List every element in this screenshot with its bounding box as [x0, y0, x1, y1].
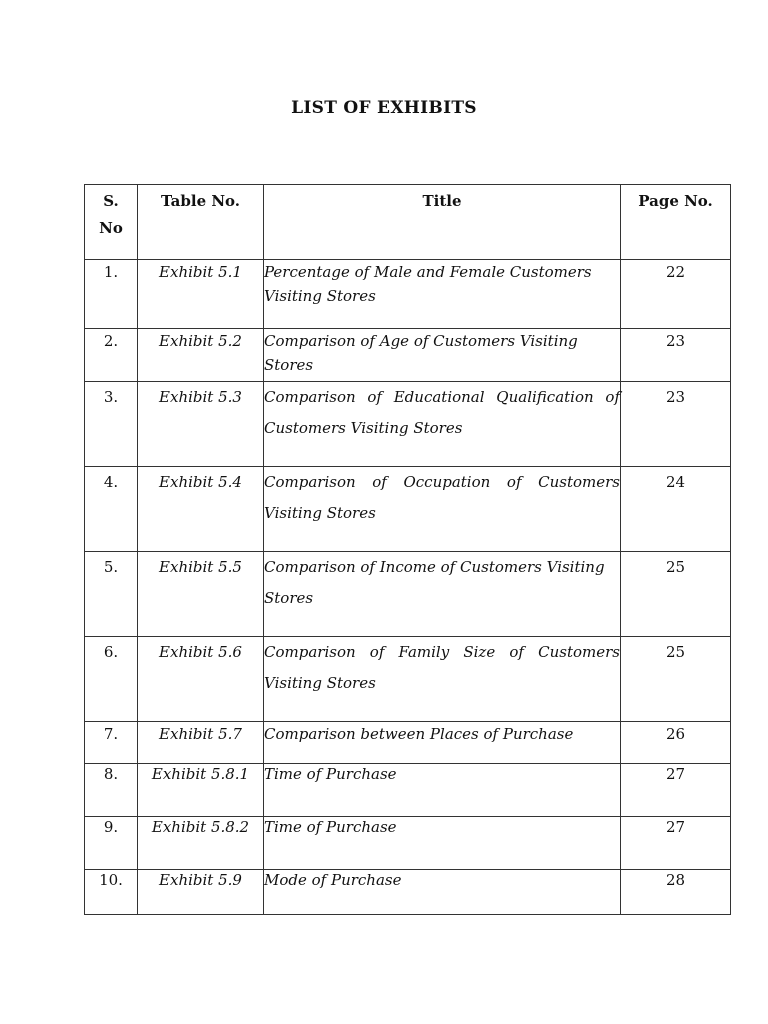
row-title: Comparison between Places of Purchase [264, 722, 621, 764]
table-row [85, 764, 731, 817]
header-sno-line1: S. [103, 192, 119, 210]
row-table-no: Exhibit 5.9 [138, 870, 264, 915]
table-header-row [85, 185, 731, 260]
row-sno: 8. [85, 764, 138, 817]
row-page: 23 [621, 382, 731, 467]
row-title: Comparison of Occupation of Customers Visiting Stores [264, 467, 621, 552]
row-table-no: Exhibit 5.2 [138, 329, 264, 382]
row-sno: 7. [85, 722, 138, 764]
row-page: 27 [621, 817, 731, 870]
table-row [85, 260, 731, 329]
row-table-no: Exhibit 5.4 [138, 467, 264, 552]
row-page: 22 [621, 260, 731, 329]
row-sno: 3. [85, 382, 138, 467]
table-row [85, 637, 731, 722]
row-page: 25 [621, 552, 731, 637]
header-title: Title [264, 185, 621, 260]
row-sno: 1. [85, 260, 138, 329]
row-title: Comparison of Educational Qualification of Customers Visiting Stores [264, 382, 621, 467]
row-sno: 4. [85, 467, 138, 552]
row-table-no: Exhibit 5.8.1 [138, 764, 264, 817]
row-title: Time of Purchase [264, 764, 621, 817]
row-title: Mode of Purchase [264, 870, 621, 915]
row-sno: 5. [85, 552, 138, 637]
row-page: 27 [621, 764, 731, 817]
header-page-no: Page No. [621, 185, 731, 260]
exhibits-table [84, 184, 731, 915]
table-row [85, 382, 731, 467]
row-table-no: Exhibit 5.5 [138, 552, 264, 637]
row-page: 25 [621, 637, 731, 722]
row-title: Comparison of Income of Customers Visiting Stores [264, 552, 621, 637]
row-sno: 2. [85, 329, 138, 382]
page-title: LIST OF EXHIBITS [291, 98, 477, 118]
row-page: 26 [621, 722, 731, 764]
row-table-no: Exhibit 5.1 [138, 260, 264, 329]
row-table-no: Exhibit 5.8.2 [138, 817, 264, 870]
row-title: Comparison of Family Size of Customers Visiting Stores [264, 637, 621, 722]
row-page: 28 [621, 870, 731, 915]
table-row [85, 329, 731, 382]
table-row [85, 722, 731, 764]
table-row [85, 552, 731, 637]
row-page: 23 [621, 329, 731, 382]
row-sno: 10. [85, 870, 138, 915]
row-title: Comparison of Age of Customers Visiting Stores [264, 329, 621, 382]
row-sno: 6. [85, 637, 138, 722]
row-table-no: Exhibit 5.3 [138, 382, 264, 467]
row-sno: 9. [85, 817, 138, 870]
table-row [85, 467, 731, 552]
row-table-no: Exhibit 5.7 [138, 722, 264, 764]
row-title: Percentage of Male and Female Customers Visiting Stores [264, 260, 621, 329]
header-table-no: Table No. [138, 185, 264, 260]
table-row [85, 870, 731, 915]
header-sno-line2: No [99, 219, 123, 237]
header-sno [85, 185, 138, 260]
row-table-no: Exhibit 5.6 [138, 637, 264, 722]
row-title: Time of Purchase [264, 817, 621, 870]
row-page: 24 [621, 467, 731, 552]
table-row [85, 817, 731, 870]
